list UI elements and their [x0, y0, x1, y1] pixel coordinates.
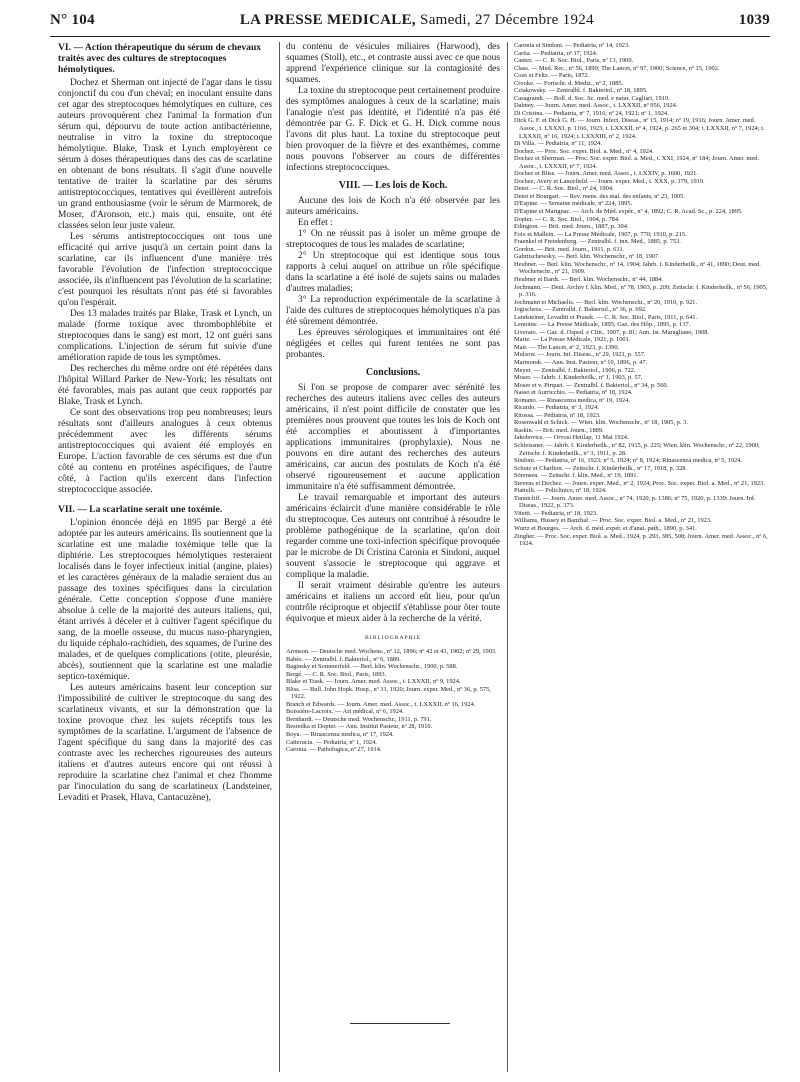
bibliography-entry: Nasso et Aurricchio. — Pediatria, nº 18, 1924. — [514, 389, 633, 397]
bibliography-entry: Cziakowsky. — Zentralbl. f. Bakteriol., nº 18, 1895. — [514, 87, 648, 95]
paragraph: Des recherches du même ordre ont été répétées dans l'hôpital Willard Parker de New-York; les résultats ont été favorables, mais pas autant que ceux rapportés par Blake, Trask et Lynch. — [58, 364, 272, 407]
paragraph: La toxine du streptocoque peut certainement produire des symptômes analogues à ceux de la scarlatine; mais l'analogie n'est pas identité, et l'identité n'a pas été démontrée par G. F. Dick et G. H. Dick comme nous l'avons dit plus haut. La toxine du streptocoque peut bien provoquer de la fièvre et des exanthèmes, comme nous pouvons l'observer au cours de différentes infections streptococciques. — [286, 86, 500, 173]
paragraph: Aucune des lois de Koch n'a été observée par les auteurs américains. — [286, 196, 500, 217]
bibliography-entry: Lemoine. — La Presse Médicale, 1895; Gaz. des Hôp., 1895, p. 137. — [514, 321, 691, 329]
issue-date: Samedi, 27 Décembre 1924 — [420, 12, 594, 28]
paragraph: Il serait vraiment désirable qu'entre les auteurs américains et italiens un accord eût lieu, pour qu'un contrôle réciproque et objectif s'établisse pour ôter toute équivoque et mieux aider à la recherche de la vérité. — [286, 581, 500, 624]
paragraph: Les auteurs américains basent leur conception sur l'impossibilité de cultiver le streptocoque du sang des scarlatineux vivants, et sur la démonstration que la toxine provoque chez les sujets réceptifs tous les symptômes de la scarlatine. L'argument de l'absence de l'agent spécifique du sang dans la majorité des cas contraste avec les recherches rigoureuses des auteurs italiens et d'autres auteurs encore qui ont réussi à reproduire la scarlatine chez l'animal et chez l'homme par l'inoculation du sang de scarlatineux (Landsteiner, Levaditi et Prasek, Hlava, Cantacuzène), — [58, 683, 272, 803]
column-divider-1 — [279, 42, 280, 1072]
bibliography-entry: Zingher. — Proc. Soc. exper. Biol. a. Med., 1924, p. 293, 385, 508; Journ. Amer. med. Assoc., nº 6, 1924. — [514, 532, 768, 548]
bibliography-entry: Fraenkel et Freudenberg. — Zentralbl. f. inn. Med., 1885, p. 753. — [514, 238, 681, 246]
bibliography-entry: Sindoni. — Pediatria, nº 16, 1923; nº 5, 1924; nº 8, 1924; Rinascenza medica, nº 5, 1924. — [514, 457, 743, 465]
journal-name: LA PRESSE MEDICALE, — [239, 12, 416, 28]
bibliography-entry: Bliss. — Bull. John Hopk. Hosp., nº 31, 1920; Journ. exper. Med., nº 36, p. 575, 1922. — [286, 685, 491, 701]
paragraph: Ce sont des observations trop peu nombreuses; leurs résultats sont d'ailleurs analogues à ceux obtenus précédemment avec les différents sérums antistreptococciques qui avaient été employés en Europe. L'action favorable de ces sérums est due d'un côté au contenu en protéines aspécifiques, de l'autre côté, à l'action qu'ils exercent dans l'infection streptococcique associée. — [58, 408, 272, 495]
paragraph: du contenu de vésicules miliaires (Harwood), des squames (Stoll), etc., et contraste aussi avec ce que nous apprend l'expérience clinique sur la contagiosité des squames. — [286, 42, 500, 85]
bibliography-entry: Besredka et Dopter. — Ann. Institut Pasteur, nº 28, 1910. — [286, 723, 433, 731]
bibliography-entry: Ricardo. — Pediatria, nº 3, 1924. — [514, 404, 599, 412]
bibliography-entry: Boya. — Rinascenza medica, nº 17, 1924. — [286, 731, 394, 739]
paragraph: 3° La reproduction expérimentale de la scarlatine à l'aide des cultures de streptocoques hémolytiques n'a pas été sûrement démontrée. — [286, 295, 500, 327]
bibliography-list-a — [286, 648, 500, 754]
paragraph: 1° On ne réussit pas à isoler un même groupe de streptocoques de tous les malades de scarlatine; — [286, 229, 500, 250]
bibliography-entry: Boissière-Lacroix. — Art médical, nº 6, 1924. — [286, 708, 404, 716]
column-1 — [58, 42, 272, 804]
paragraph: Les épreuves sérologiques et immunitaires ont été négligées et celles qui furent tentées ne sont pas probantes. — [286, 328, 500, 360]
bibliography-entry: Tunnicliff. — Journ. Amer. med. Assoc., nº 74, 1920, p. 1386; nº 75, 1920, p. 1339; Journ. Inf. Diseas., 1922, p. 373. — [514, 494, 756, 510]
paragraph: Si l'on se propose de comparer avec sérénité les recherches des auteurs italiens avec celles des auteurs américains, il n'est point difficile de constater que les premières nous prouvent que toutes les lois de Koch ont été accomplies et aboutissent à d'importantes applications immunitaires (prophylaxie). Nous ne pouvons en dire autant des recherches des auteurs américains, car aucun des postulats de Koch n'a été observé rigoureusement et aucune application immunitaire n'a été suffisamment démontrée. — [286, 383, 500, 492]
bibliography-entry: Aronson. — Deutsche med. Wochens., nº 12, 1896; nº 42 et 43, 1902; nº 29, 1903. — [286, 648, 497, 655]
bibliography-entry: Liverato. — Gaz. d. Osped. e Clin., 1907, p. 81; Ann. Ist. Maragliano, 1908. — [514, 328, 710, 336]
section-6-heading: VI. — Action thérapeutique du sérum de chevaux traités avec des cultures de streptocoques hémolytiques. — [58, 42, 262, 75]
bibliography-entry: Foix et Mallein. — La Presse Médicale, 1907, p. 770; 1910, p. 215. — [514, 230, 687, 238]
bibliography-entry: Dochez et Bliss. — Journ. Amer. med. Assoc., t. LXXIV, p. 1600, 1921. — [514, 170, 698, 178]
paragraph: En effet : — [298, 218, 333, 228]
bibliography-entry: Cartia. — Pediatria, nº 17, 1924. — [514, 49, 598, 57]
column-3 — [514, 42, 770, 548]
bibliography-entry: Gordon. — Brit. med. Journ., 1911, p. 631. — [514, 245, 625, 253]
bibliography-entry: Dopter. — C. R. Soc. Biol., 1904, p. 784. — [514, 215, 620, 223]
bibliography-entry: D'Espine. — Semaine médicale, nº 224, 1895. — [514, 200, 633, 208]
bibliography-entry: Class. — Med. Rec., nº 56, 1899; The Lancet, nº 97, 1900; Science, nº 15, 1902. — [514, 64, 720, 72]
page-header — [50, 12, 770, 34]
page-number: 1039 — [738, 12, 770, 28]
issue-number: N° 104 — [50, 12, 95, 28]
bibliography-entry: Marie. — La Presse Médicale, 1921, p. 1001. — [514, 336, 631, 344]
column-2 — [286, 42, 500, 754]
column-divider-2 — [507, 42, 508, 1072]
bibliography-entry: Babès. — Zentralbl. f. Bakteriol., nº 6, 1889. — [286, 655, 401, 663]
bibliography-entry: Stevens et Dochez. — Journ. exper. Med., nº 2, 1924; Proc. Soc. exper. Biol. a. Med., nº 21, 1923. — [514, 479, 765, 487]
bibliography-entry: Dabney. — Journ. Amer. med. Assoc., t. LXXXII, nº 956, 1924. — [514, 102, 678, 110]
footer-rule — [350, 1023, 450, 1024]
bibliography-entry: Piattelli. — Policlinico, nº 18, 1924. — [514, 487, 607, 495]
bibliography-entry: Rosenwald et Schick. — Wien. klin. Wochenschr., nº 18, 1905, p. 3. — [514, 419, 688, 427]
bibliography-list-b — [514, 42, 770, 548]
bibliography-entry: Detot. — C. R. Soc. Biol., nº 24, 1904. — [514, 185, 614, 193]
bibliography-entry: Dochez et Sherman. — Proc. Soc. exper. Biol. a. Med., t. XXI, 1924, nº 184; Journ. Amer. med. Assoc., t. LXXXII, nº 7, 1924. — [514, 155, 759, 170]
bibliography-entry: Williams, Hussey et Banzhaf. — Proc. Soc. exper. Biol. a. Med., nº 21, 1923. — [514, 517, 712, 525]
bibliography-entry: Mulsow. — Journ. Inf. Diseas., nº 29, 1921, p. 557. — [514, 351, 646, 359]
bibliography-heading: BIBLIOGRAPHIE — [365, 635, 421, 641]
paragraph: 2° Un streptocoque qui est identique sous tous rapports à celui auquel on attribue un rôle spécifique dans la scarlatine a été isolé de sujets sains ou malades d'autres maladies; — [286, 251, 500, 294]
bibliography-entry: Mair. — The Lancet, nº 2, 1923, p. 1390. — [514, 343, 620, 351]
bibliography-entry: Meyer. — Zentralbl. f. Bakteriol., 1906, p. 722. — [514, 366, 636, 374]
bibliography-entry: Coze et Feltz. — Paris, 1872. — [514, 72, 590, 80]
bibliography-entry: Cantez. — C. R. Soc. Biol., Paris, nº 13, 1909. — [514, 57, 634, 65]
bibliography-entry: Romano. — Rinascenza medica, nº 19, 1924. — [514, 396, 630, 404]
bibliography-entry: Di Cristina. — Pediatria, nº 7, 1916; nº 24, 1921; nº 1, 1924. — [514, 109, 669, 117]
bibliography-entry: Schleissner. — Jahrb. f. Kinderheilk., nº 82, 1915, p. 225; Wien. klin. Wochenschr., nº 22, 1900; Zeitschr. f. Kinderheilk., nº 3, 1911, p. 28. — [514, 441, 760, 457]
bibliography-entry: Caronia. — Pathologica, nº 27, 1914. — [286, 746, 382, 754]
bibliography-entry: Di Villa. — Pediatria, nº 11, 1924. — [514, 140, 602, 148]
paragraph: Dochez et Sherman ont injecté de l'agar dans le tissu conjonctif du cou d'un cheval; en inoculant ensuite dans cet agar des streptocoques hémolytiques en culture, ces auteurs provoquèrent chez l'animal la formation d'un sérum qui, dépourvu de toute action antibactérienne, neutralise in vitro la toxine du streptocoque hémolytique. Blake, Trask et Lynch employèrent ce sérum à doses thérapeutiques dans des cas de scarlatine en obtenant de bons résultats. Il s'agit d'une nouvelle tentative de traiter la scarlatine par des sérums antistreptococciques, tentatives qui éveillèrent autrefois un grand enthousiasme (voir le sérum de Marmorek, de Moser, d'Aronson, etc.) mais qui, ensuite, ont été classées selon leur juste valeur. — [58, 78, 272, 231]
conclusions-heading: Conclusions. — [365, 367, 421, 378]
bibliography-entry: Branch et Edwards. — Journ. Amer. med. Assoc., t. LXXXII, nº 16, 1924. — [286, 700, 476, 708]
paragraph: Les sérums antistreptococciques ont tous une efficacité qui arrive jusqu'à un certain point dans la scarlatine, car ils influencent d'une manière très favorable l'évolution de l'infection streptococcique associée, ils n'influencent pas l'évolution de la scarlatine; c'est pourquoi les résultats n'ont pas été si favorables qu'on l'espérait. — [58, 232, 272, 308]
journal-title — [240, 12, 594, 29]
bibliography-entry: Casagrandi. — Boll. d. Soc. Sc. med. e natur. Cagliari, 1910. — [514, 94, 670, 102]
bibliography-entry: Wurtz et Bourges. — Arch. d. méd. expér. et d'anat. path., 1890, p. 341. — [514, 525, 697, 532]
bibliography-entry: Raskin. — Brit. med. Journ., 1889. — [514, 426, 604, 434]
bibliography-entry: Bernhardt. — Deutsche med. Wochenschr., 1911, p. 791. — [286, 715, 432, 723]
bibliography-entry: Dochez. — Proc. Soc. exper. Biol. a. Med., nº 4, 1924. — [514, 147, 654, 155]
paragraph: Des 13 malades traités par Blake, Trask et Lynch, un malade (forme toxique avec thrombophlébite et streptocoques dans le sang) est mort, 12 ont guéri sans complications. L'injection de sérum fut suivie d'une amélioration rapide de tous les symptômes. — [58, 309, 272, 363]
header-rule — [50, 36, 770, 37]
bibliography-entry: Detot et Bourgart. — Rev. mens. des mal. des enfants, nº 23, 1905. — [514, 192, 685, 200]
bibliography-entry: Dochez, Avery et Lancefield. — Journ. exper. Med., t. XXX, p. 179, 1919. — [514, 177, 705, 185]
bibliography-entry: Vitetti. — Pediatria, nº 18, 1923. — [514, 509, 598, 517]
bibliography-entry: Jochmann et Michaelis. — Berl. klin. Wochenschr., nº 20, 1910, p. 921. — [514, 298, 698, 306]
bibliography-entry: Blake et Trask. — Journ. Amer. med. Assoc., t. LXXXII, nº 9, 1924. — [286, 678, 461, 686]
bibliography-entry: Schutz et Charlton. — Zeitschr. f. Kinderheilk., nº 17, 1918, p. 328. — [514, 464, 688, 472]
bibliography-entry: Dick G. F. et Dick G. H. — Journ. Infect. Diseas., nº 15, 1914; nº 19, 1916; Journ. Amer. med. Assoc., t. LXXXI, p. 1166, 1923, t. LXXXII, nº 4, 1924, p. 265 et 304; t. LXXXII, nº 7, 1924; t. LXXXII, nº 16, 1924; t. LXXXIII, nº 2, 1924. — [514, 117, 765, 140]
bibliography-entry: Jochmann. — Deut. Archiv f. klin. Med., nº 78, 1903, p. 209; Zeitschr. f. Kinderheilk., nº 56, 1905, p. 316. — [514, 283, 768, 299]
paragraph: Le travail remarquable et important des auteurs américains éclaircit d'une manière considérable le rôle du streptocoque. Ces auteurs ont contribué à résoudre le problème pathogénique de la scarlatine, qu'on doit regarder comme une toxi-infection spécifique provoquée par le microbe de Di Cristina Caronia et Sindoni, auquel souvent s'associe le streptocoque qui aggrave et complique la maladie. — [286, 493, 500, 580]
bibliography-entry: Landsteiner, Levaditi et Prasek. — C. R. Soc. Biol., Paris, 1911, p. 641. — [514, 313, 698, 321]
bibliography-entry: Marmorek. — Ann. Inst. Pasteur, nº 10, 1896, p. 47. — [514, 358, 648, 366]
bibliography-entry: Heubner et Bardt. — Berl. klin. Wochenschr., nº 44, 1884. — [514, 275, 664, 283]
bibliography-entry: Baginsky et Sommerfeld. — Berl. klin. Wochenschr., 1900, p. 588. — [286, 663, 458, 671]
bibliography-entry: Sörensen. — Zeitschr. f. klin. Med., nº 19, 1891. — [514, 472, 639, 480]
section-8-heading: VIII. — Les lois de Koch. — [338, 180, 448, 191]
bibliography-entry: Edington. — Brit. med. Journ., 1887, p. 304. — [514, 223, 629, 231]
bibliography-entry: Moser et v. Pirquet. — Zentralbl. f. Bakteriol., nº 34, p. 560. — [514, 381, 669, 389]
bibliography-entry: Jakobovics. — Orvosi Hetilap, 11 Mai 1924. — [514, 434, 629, 442]
bibliography-entry: Heubner. — Berl. klin. Wochenschr., nº 14, 1904; Jahrb. f. Kinderheilk., nº 41, 1890; Deut. med. Wochenschr., nº 21, 1909. — [514, 260, 761, 276]
bibliography-entry: Jogischess. — Zentralbl. f. Bakteriol., nº 36, p. 692. — [514, 306, 647, 314]
bibliography-entry: Crooke. — Fortschr. d. Mediz., nº 2, 1885. — [514, 79, 624, 87]
bibliography-entry: Gabritschewsky. — Berl. klin. Wochenschr., nº 18, 1907. — [514, 253, 660, 261]
bibliography-entry: Bergé. — C. R. Soc. Biol., Paris, 1893. — [286, 670, 387, 678]
bibliography-entry: Caronia et Sindoni. — Pediatria, nº 14, 1923. — [514, 42, 630, 49]
bibliography-entry: Ritossa. — Pediatria, nº 18, 1923. — [514, 411, 601, 419]
paragraph: L'opinion énoncée déjà en 1895 par Bergé a été adoptée par les auteurs américains. Ils soutiennent que la scarlatine est une maladie toxémique telle que la diphtérie. Les streptocoques hémolytiques resteraient localisés dans le foyer infectieux initial (angine, plaies) et les caractères généraux de la maladie seraient dus au passage des toxines spécifiques dans la circulation générale. Cette conception s'oppose d'une manière absolue à celle de la majorité des auteurs italiens, qui, étant arrivés à déceler et à cultiver l'agent spécifique du sang, de la moelle osseuse, du mucus naso-pharyngien, du liquide céphalo-rachidien, des squames, de l'urine des malades, et de quelques complications (otite, pleurésie, abcès), soutiennent que la scarlatine est une maladie septico-toxémique. — [58, 518, 272, 682]
bibliography-entry: Catterucia. — Pediatria, nº 1, 1924. — [286, 738, 377, 746]
bibliography-entry: D'Espine et Marignac. — Arch. de Méd. expér., nº 4, 1892; C. R. Acad. Sc., p. 224, 1895. — [514, 208, 743, 216]
bibliography-entry: Moser. — Jahrb. f. Kinderheilk., nº 1, 1903, p. 57. — [514, 374, 643, 382]
section-7-heading: VII. — La scarlatine serait une toxémie. — [58, 504, 223, 515]
